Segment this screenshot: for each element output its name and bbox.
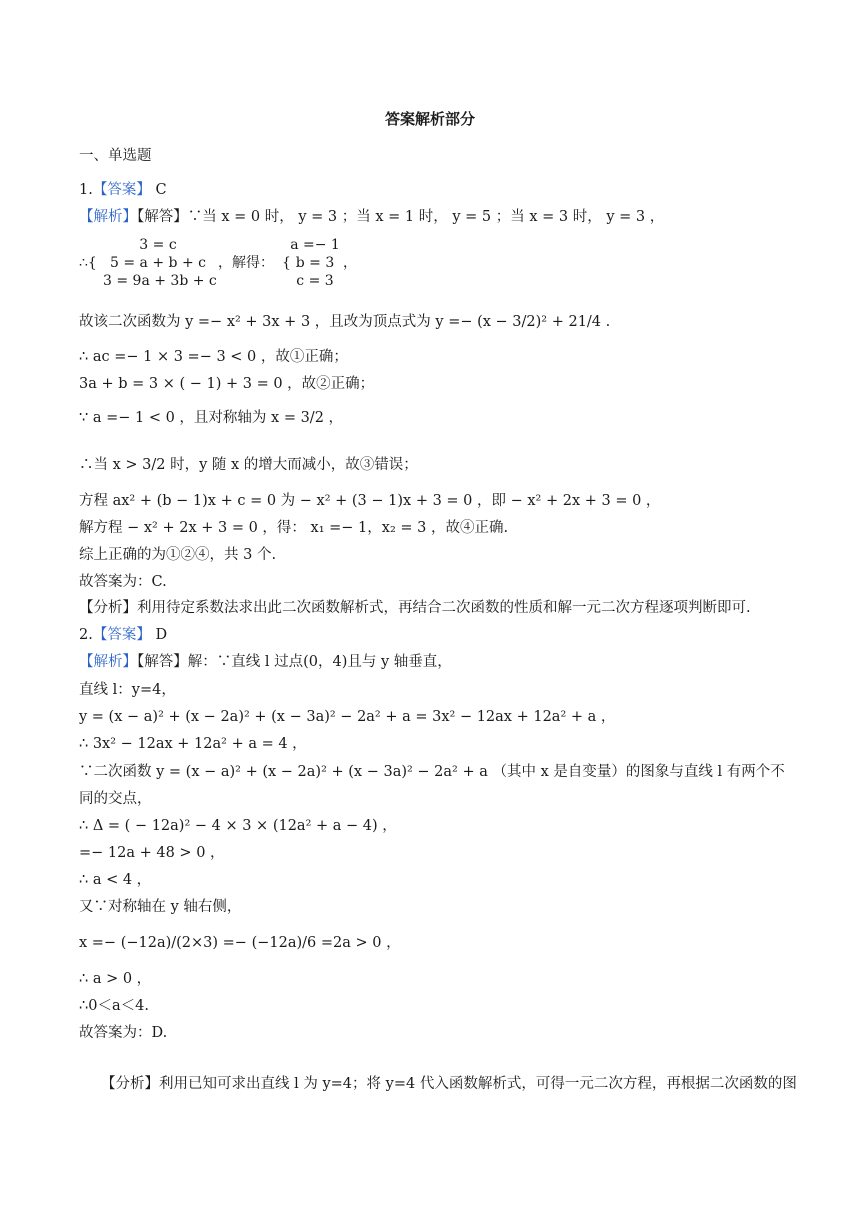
q1-answer-tag: 【答案】 xyxy=(92,182,151,198)
q1-equation: 方程 ax² + (b − 1)x + c = 0 为 − x² + (3 − 1)x + 3 = 0 ，即 − x² + 2x + 3 = 0 ， xyxy=(79,493,661,509)
q2-final-answer: 故答案为：D. xyxy=(79,1025,168,1041)
q2-analysis-tag: 【解析】 xyxy=(79,654,137,670)
q2-answer-tag: 【答案】 xyxy=(92,627,151,643)
q1-system-right xyxy=(290,236,340,290)
q1-ac-check: ∴ ac =− 1 × 3 =− 3 < 0 ，故①正确； xyxy=(79,349,348,365)
q1-answer: C xyxy=(150,182,167,198)
q2-line-10: 又∵对称轴在 y 轴右侧， xyxy=(79,899,242,915)
q1-therefore-brace: ∴{ xyxy=(79,255,97,271)
q2-line-7: ∴ Δ = ( − 12a)² − 4 × 3 × (12a² + a − 4) ， xyxy=(79,818,397,834)
q1-condition: ∵当 x = 0 时， y = 3 ；当 x = 1 时， y = 5 ；当 x = 3 时， y = 3 ， xyxy=(187,209,665,225)
q1-number: 1. xyxy=(79,182,93,198)
q2-line-13: ∴0＜a＜4. xyxy=(79,998,149,1014)
q1-system-right-brace: { xyxy=(282,255,291,271)
q2-line-9: ∴ a < 4 ， xyxy=(79,872,152,888)
q1-analysis-tag: 【解析】 xyxy=(79,209,137,225)
q2-fenxi-text: 利用已知可求出直线 l 为 y=4；将 y=4 代入函数解析式，可得一元二次方程，再根据二次函数的图 xyxy=(159,1076,797,1092)
q1-sys-left-eq3: 3 = 9a + 3b + c xyxy=(103,273,217,289)
section-heading: 一、单选题 xyxy=(79,148,152,164)
q1-system-left xyxy=(103,236,217,290)
q2-solve-tag: 【解答】 xyxy=(137,654,188,670)
q1-sys-right-eq2: b = 3 xyxy=(295,255,335,271)
q1-solve-equation: 解方程 − x² + 2x + 3 = 0 ，得： x₁ =− 1，x₂ = 3 ，故④正确. xyxy=(79,520,509,536)
q2-line-11: x =− (−12a)/(2×3) =− (−12a)/6 =2a > 0 ， xyxy=(79,935,401,951)
q2-line-5: ∵二次函数 y = (x − a)² + (x − 2a)² + (x − 3a)² − 2a² + a （其中 x 是自变量）的图象与直线 l 有两个不 xyxy=(79,764,785,780)
q1-sys-left-eq1: 3 = c xyxy=(139,237,177,253)
q2-line-12: ∴ a > 0 ， xyxy=(79,971,152,987)
q2-number: 2. xyxy=(79,627,93,643)
q2-line-1: 解：∵直线 l 过点(0，4)且与 y 轴垂直， xyxy=(187,654,452,670)
q2-analysis-line xyxy=(79,652,452,672)
q1-solve-tag: 【解答】 xyxy=(137,209,188,225)
q1-system-solve-label: ，解得： xyxy=(218,255,274,271)
q1-sys-right-eq1: a =− 1 xyxy=(290,237,340,253)
q1-system-end: ， xyxy=(343,255,357,271)
q2-line-3: y = (x − a)² + (x − 2a)² + (x − 3a)² − 2a² + a = 3x² − 12ax + 12a² + a ， xyxy=(79,709,616,725)
q1-symmetry: ∵ a =− 1 < 0 ，且对称轴为 x = 3/2 ， xyxy=(79,410,344,426)
q2-fenxi-tag: 【分析】 xyxy=(101,1076,159,1092)
q1-analysis-line xyxy=(79,207,664,227)
q2-line-2: 直线 l：y=4， xyxy=(79,682,176,698)
q1-sys-right-eq3: c = 3 xyxy=(296,273,334,289)
q2-line-4: ∴ 3x² − 12ax + 12a² + a = 4 ， xyxy=(79,736,307,752)
q1-final-answer: 故答案为：C. xyxy=(79,574,167,590)
q1-summary: 综上正确的为①②④，共 3 个. xyxy=(79,547,277,563)
q2-answer-line xyxy=(79,625,167,645)
q2-answer: D xyxy=(150,627,168,643)
q1-sys-left-eq2: 5 = a + b + c xyxy=(110,255,206,271)
q1-answer-line xyxy=(79,180,167,200)
q1-3ab-check: 3a + b = 3 × ( − 1) + 3 = 0 ，故②正确； xyxy=(79,376,375,392)
q1-fenxi-tag: 【分析】 xyxy=(79,600,137,616)
q1-vertex-form: 故该二次函数为 y =− x² + 3x + 3 ，且改为顶点式为 y =− (x − 3/2)² + 21/4 . xyxy=(79,314,611,330)
q2-line-8: =− 12a + 48 > 0 ， xyxy=(79,845,225,861)
q1-analysis-note xyxy=(79,598,751,618)
q2-analysis-note xyxy=(101,1074,797,1094)
page-title: 答案解析部分 xyxy=(384,110,475,128)
q1-monotonic: ∴当 x > 3/2 时，y 随 x 的增大而减小，故③错误； xyxy=(79,457,418,473)
q2-line-6: 同的交点， xyxy=(79,791,152,807)
q1-fenxi-text: 利用待定系数法求出此二次函数解析式，再结合二次函数的性质和解一元二次方程逐项判断即可. xyxy=(137,600,751,616)
